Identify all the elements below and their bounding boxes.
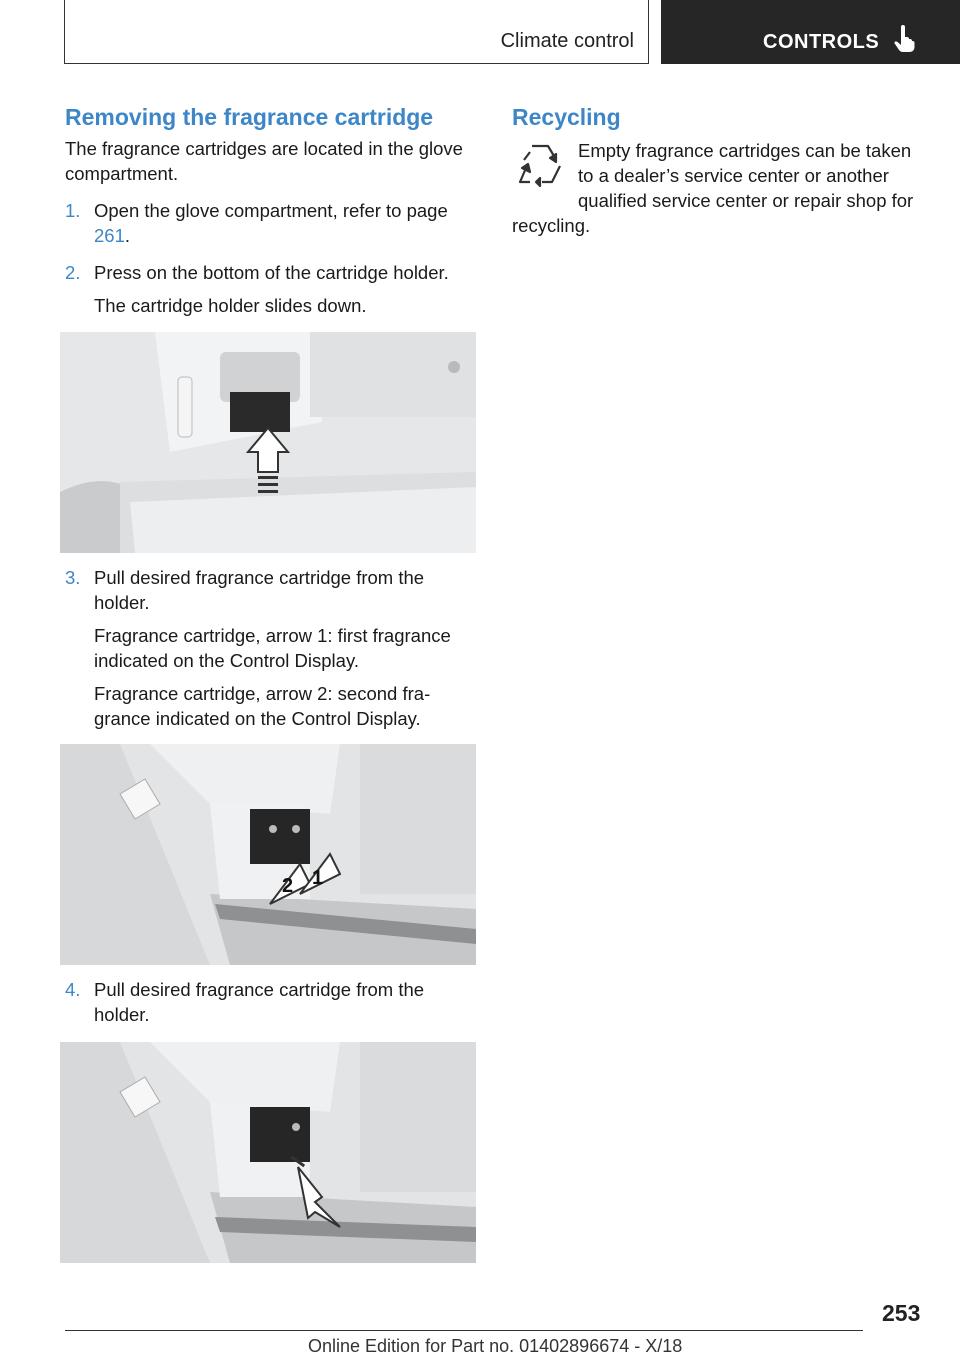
step-note: Fragrance cartridge, arrow 2: second fra‐grance indicated on the Control Display. bbox=[94, 683, 431, 729]
figure-pull-cartridge bbox=[60, 1042, 476, 1263]
hand-pointer-icon bbox=[894, 25, 916, 53]
step-text: Press on the bottom of the cartridge holder. bbox=[94, 262, 449, 283]
page-link[interactable]: 261 bbox=[94, 225, 125, 246]
step-number: 1. bbox=[65, 200, 81, 221]
section-title: Climate control bbox=[500, 30, 634, 52]
intro-paragraph: The fragrance cartridges are located in the glove compartment. bbox=[65, 138, 463, 184]
header-section-box bbox=[64, 0, 649, 64]
recycling-text: Empty fragrance cartridges can be taken to a dealer’s service center or another qualified service center or repair shop for bbox=[578, 140, 914, 211]
arrow-label: 2 bbox=[282, 875, 294, 897]
footer-edition: Online Edition for Part no. 01402896674 - X/18 bbox=[308, 1336, 683, 1356]
step-number: 4. bbox=[65, 979, 81, 1000]
recycling-text-tail: recycling. bbox=[512, 215, 591, 236]
step-text-part: Open the glove compartment, refer to page bbox=[94, 200, 448, 221]
recycling-icon bbox=[512, 138, 568, 194]
chapter-title: CONTROLS bbox=[763, 31, 880, 53]
step-text bbox=[94, 198, 476, 248]
figure-cartridge-holder bbox=[60, 332, 476, 553]
step-text: Pull desired fragrance cartridge from the holder. bbox=[94, 979, 425, 1025]
page-number: 253 bbox=[882, 1300, 921, 1326]
step-note: The cartridge holder slides down. bbox=[94, 295, 367, 316]
left-column bbox=[65, 102, 476, 318]
step-number: 2. bbox=[65, 262, 81, 283]
recycling-heading: Recycling bbox=[512, 104, 621, 130]
right-column bbox=[512, 102, 926, 238]
step-3 bbox=[65, 565, 476, 615]
left-column-continued bbox=[65, 565, 476, 731]
section-heading: Removing the fragrance cartridge bbox=[65, 104, 434, 130]
left-column-step4 bbox=[65, 977, 476, 1027]
step-note: Fragrance cartridge, arrow 1: first fragrance indicated on the Control Display. bbox=[94, 625, 451, 671]
step-4 bbox=[65, 977, 476, 1027]
footer-divider bbox=[65, 1330, 863, 1331]
arrow-label: 1 bbox=[312, 867, 324, 889]
step-text-part: . bbox=[124, 225, 131, 246]
step-1 bbox=[65, 198, 476, 248]
step-2 bbox=[65, 260, 476, 285]
figure-two-cartridges bbox=[60, 744, 476, 965]
header-chapter-box bbox=[661, 0, 960, 64]
step-text: Pull desired fragrance cartridge from the holder. bbox=[94, 567, 425, 613]
recycling-block bbox=[512, 138, 926, 213]
step-number: 3. bbox=[65, 567, 81, 588]
